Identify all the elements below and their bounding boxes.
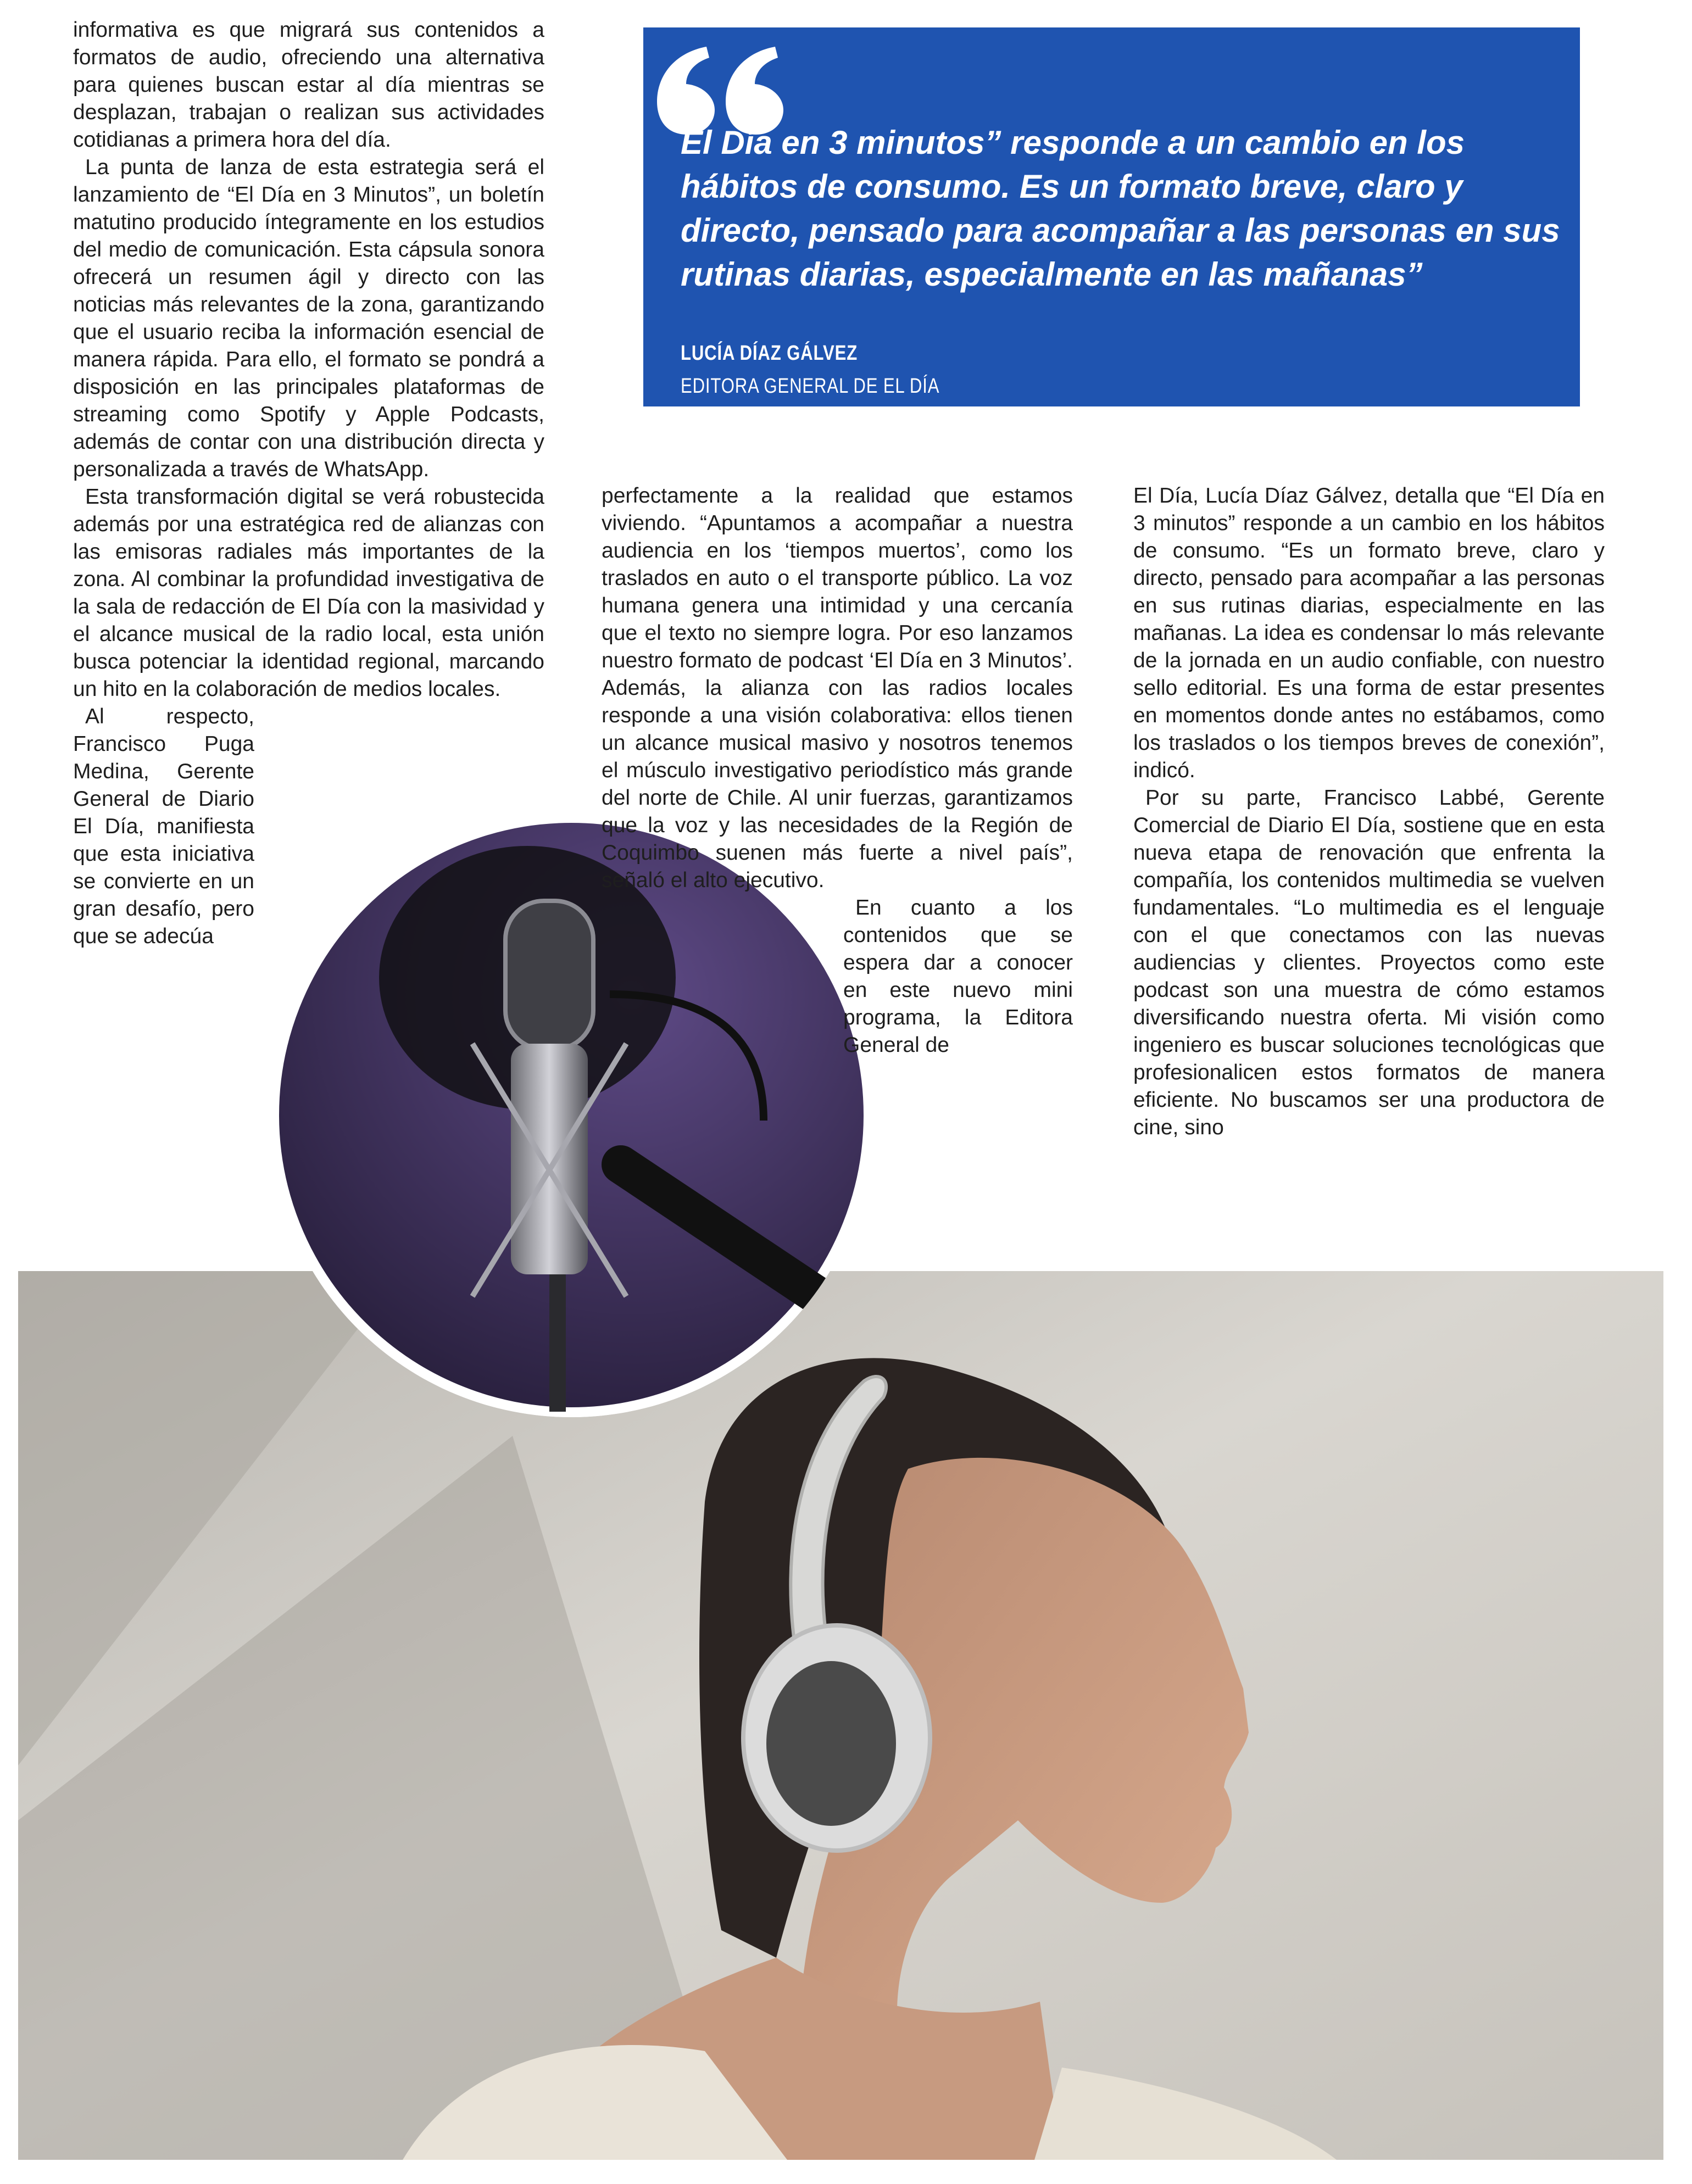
- paragraph: perfectamente a la realidad que estamos viviendo. “Apuntamos a acompañar a nuestra audiencia en los ‘tiempos muertos’, como los traslados en auto o el transporte público. La voz humana genera una intimidad y una cercanía que el texto no siempre logra. Por eso lanzamos nuestro formato de podcast ‘El Día en 3 Minutos’. Además, la alianza con las radios locales responde a una visión colaborativa: ellos tienen un alcance musical masivo y nosotros tenemos el músculo investigativo periodístico más grande del norte de Chile. Al unir fuerzas, garantizamos que la voz y las necesidades de la Región de Coquimbo suenen más fuerte a nivel país”, señaló el alto ejecutivo.: [602, 484, 1073, 892]
- paragraph: informativa es que migrará sus contenidos a formatos de audio, ofreciendo una alternativa para quienes buscan estar al día mientras se desplazan, trabajan o realizan sus actividades cotidianas a primera hora del día.: [73, 18, 544, 152]
- paragraph: Al respecto, Francisco Puga Medina, Gerente General de Diario El Día, manifiesta que esta iniciativa se convierte en un gran desafío, pero que se adecúa: [73, 705, 254, 948]
- article-column-2: [602, 482, 1073, 1059]
- paragraph: El Día, Lucía Díaz Gálvez, detalla que “El Día en 3 minutos” responde a un cambio en los hábitos de consumo. “Es un formato breve, claro y directo, pensado para acompañar a las personas en sus rutinas diarias, especialmente en las mañanas. La idea es condensar lo más relevante de la jornada en un audio confiable, con nuestro sello editorial. Es una forma de estar presentes en momentos donde antes no estábamos, como los traslados o los tiempos breves de conexión”, indicó.: [1133, 484, 1605, 782]
- quote-author: LUCÍA DÍAZ GÁLVEZ: [681, 342, 858, 365]
- paragraph: En cuanto a los contenidos que se espera dar a conocer en este nuevo mini programa, la Editora General de: [843, 896, 1073, 1057]
- quote-author-role: EDITORA GENERAL DE EL DÍA: [681, 375, 940, 398]
- woman-headphones-photo: [18, 1271, 1663, 2160]
- article-column-3: [1133, 482, 1605, 1141]
- paragraph: Por su parte, Francisco Labbé, Gerente Comercial de Diario El Día, sostiene que en esta nueva etapa de renovación que enfrenta la compañía, los contenidos multimedia se vuelven fundamentales. “Lo multimedia es el lenguaje con el que conectamos con las nuevas audiencias y clientes. Proyectos como este podcast son una muestra de cómo estamos diversificando nuestra oferta. Mi visión como ingeniero es buscar soluciones tecnológicas que profesionalicen estos formatos de manera eficiente. No buscamos ser una productora de cine, sino: [1133, 786, 1605, 1139]
- paragraph: La punta de lanza de esta estrategia será el lanzamiento de “El Día en 3 Minutos”, un boletín matutino producido íntegramente en los estudios del medio de comunicación. Esta cápsula sonora ofrecerá un resumen ágil y directo con las noticias más relevantes de la zona, garantizando que el usuario reciba la información esencial de manera rápida. Para ello, el formato se pondrá a disposición en las principales plataformas de streaming como Spotify y Apple Podcasts, además de contar con una distribución directa y personalizada a través de WhatsApp.: [73, 155, 544, 481]
- paragraph: Esta transformación digital se verá robustecida además por una estratégica red de alianzas con las emisoras radiales más importantes de la zona. Al combinar la profundidad investigativa de la sala de redacción de El Día con la masividad y el alcance musical de la radio local, esta unión busca potenciar la identidad regional, marcando un hito en la colaboración de medios locales.: [73, 485, 544, 701]
- article-column-1: [73, 16, 544, 950]
- pull-quote-box: [643, 27, 1580, 406]
- quote-text: El Día en 3 minutos” responde a un cambio en los hábitos de consumo. Es un formato breve, claro y directo, pensado para acompañar a las personas en sus rutinas diarias, especialmente en las mañanas”: [681, 124, 1560, 293]
